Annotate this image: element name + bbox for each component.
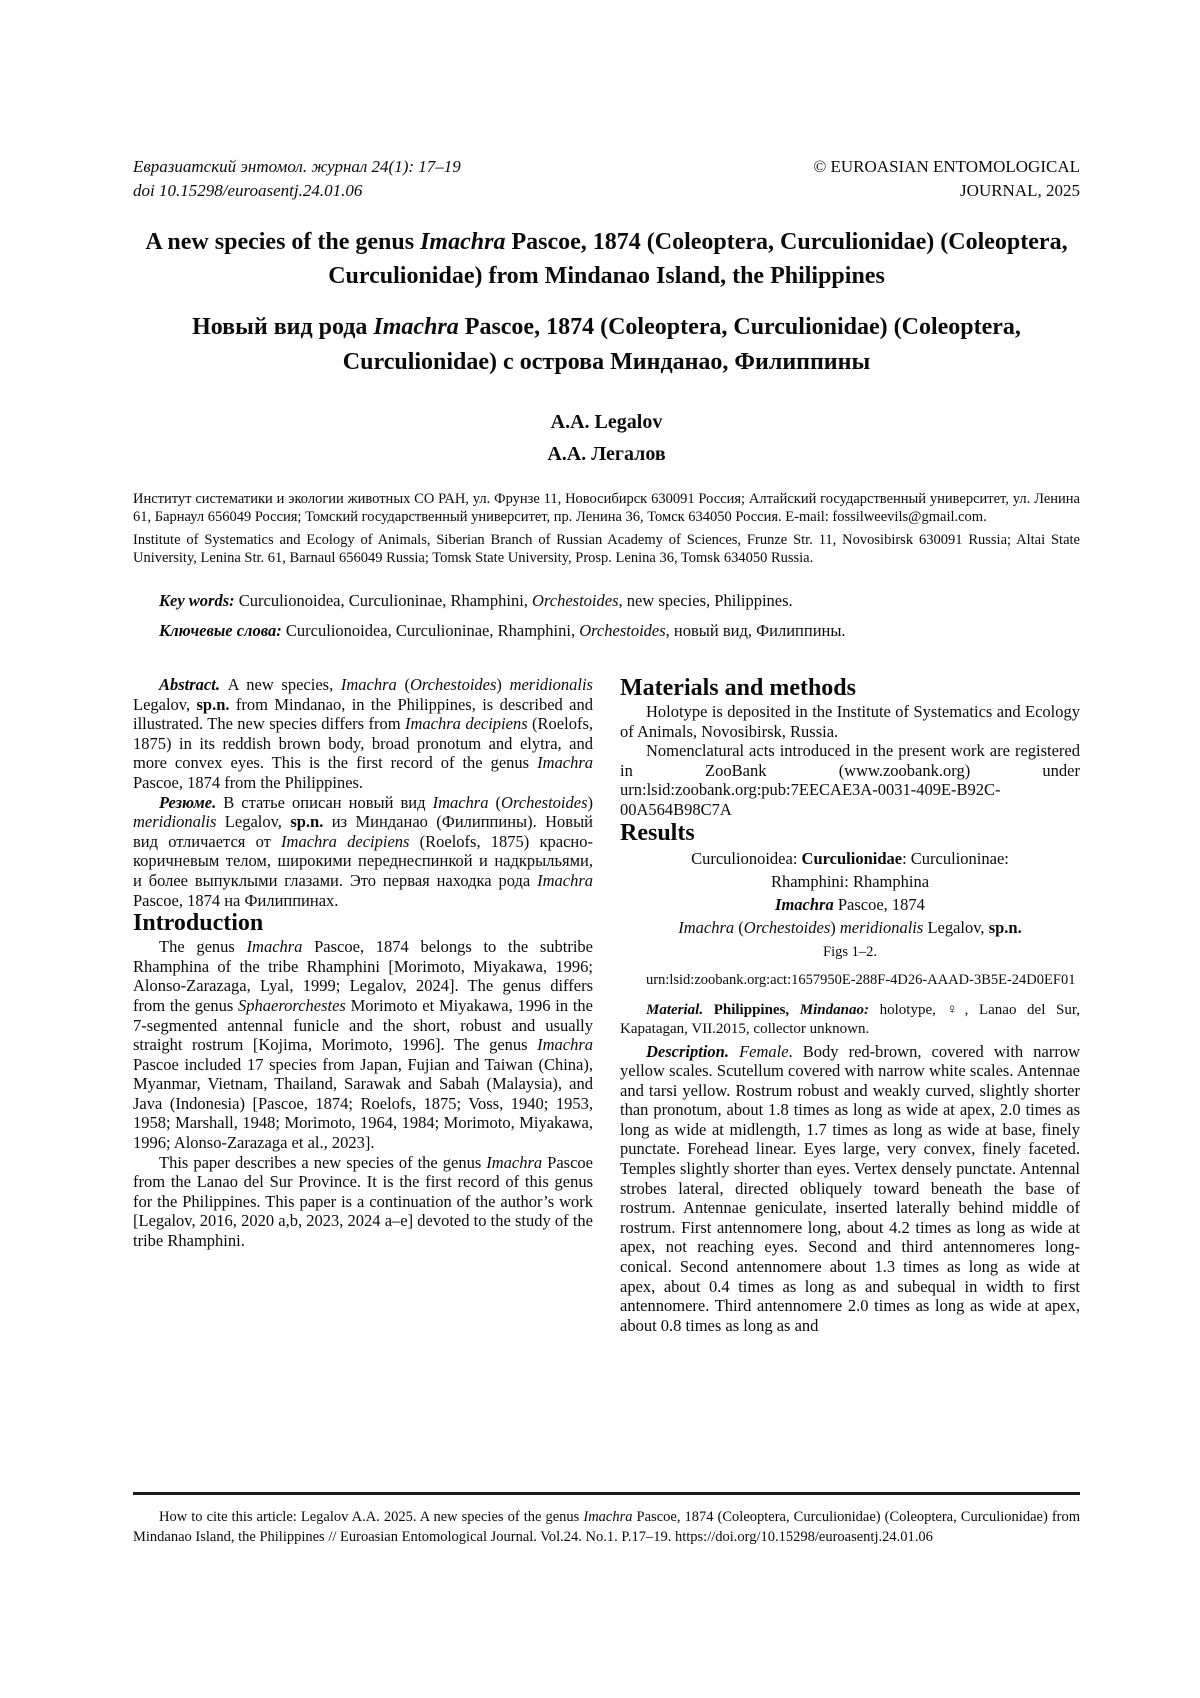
author-name-latin: A.A. Legalov [550, 410, 663, 433]
author-block [133, 406, 1080, 470]
materials-paragraph-1: Holotype is deposited in the Institute of Systematics and Ecology of Animals, Novosibirsk, Russia. [620, 702, 1080, 741]
resume-paragraph: Резюме. В статье описан новый вид Imachra (Orchestoides) meridionalis Legalov, sp.n. из Минданао (Филиппины). Новый вид отличается от Imachra decipiens (Roelofs, 1875) красно-коричневым телом, широкими переднеспинкой и надкрыльями, и более выпуклыми глазами. Это первая находка рода Imachra Pascoe, 1874 на Филиппинах. [133, 792, 593, 910]
material-paragraph: Material. Philippines, Mindanao: holotype, ♀, Lanao del Sur, Kapatagan, VII.2015, collector unknown. [620, 1001, 1080, 1037]
affiliation-ru: Институт систематики и экологии животных СО РАН, ул. Фрунзе 11, Новосибирск 630091 Россия; Алтайский государственный университет, ул. Ленина 61, Барнаул 656049 Россия; Томский государственный университет, пр. Ленина 36, Томск 634050 Россия. E-mail: fossilweevils@gmail.com. [133, 490, 1080, 526]
figs-reference: Figs 1–2. [823, 943, 877, 960]
zoobank-act-urn: urn:lsid:zoobank.org:act:1657950E-288F-4D26-AAAD-3B5E-24D0EF01 [646, 971, 1076, 988]
taxonomy-line-species: Imachra (Orchestoides) meridionalis Legalov, sp.n. [678, 917, 1022, 937]
taxonomy-line-superfamily: Curculionoidea: Curculionidae: Curculioninae: [691, 848, 1009, 868]
introduction-paragraph-2: This paper describes a new species of the genus Imachra Pascoe from the Lanao del Sur Province. It is the first record of this genus for the Philippines. This paper is a continuation of the author’s work [Legalov, 2016, 2020 a,b, 2023, 2024 a–e] devoted to the study of the tribe Rhamphini. [133, 1152, 593, 1251]
author-name-cyrillic: А.А. Легалов [547, 442, 666, 465]
left-column [133, 675, 593, 1335]
section-heading-introduction: Introduction [133, 910, 264, 937]
journal-reference [133, 155, 461, 203]
copyright-line1: © EUROASIAN ENTOMOLOGICAL [813, 157, 1080, 176]
journal-doi: doi 10.15298/euroasentj.24.01.06 [133, 180, 363, 200]
two-column-body [133, 675, 1080, 1335]
how-to-cite-note: How to cite this article: Legalov A.A. 2025. A new species of the genus Imachra Pascoe, 1874 (Coleoptera, Curculionidae) (Coleoptera, Curculionidae) from Mindanao Island, the Philippines // Euroasian Entomological Journal. Vol.24. No.1. P.17–19. https://doi.org/10.15298/euroasentj.24.01.06 [133, 1509, 1081, 1546]
right-column [620, 675, 1080, 1335]
keywords-en: Key words: Curculionoidea, Curculioninae, Rhamphini, Orchestoides, new species, Philippines. [159, 590, 793, 610]
introduction-paragraph-1: The genus Imachra Pascoe, 1874 belongs to the subtribe Rhamphina of the tribe Rhamphini [Morimoto, Miyakawa, 1996; Alonso-Zarazaga, Lyal, 1999; Legalov, 2024]. The genus differs from the genus Sphaerorchestes Morimoto et Miyakawa, 1996 in the 7-segmented antennal funicle and the short, robust and usually straight rostrum [Kojima, Morimoto, 1996]. The genus Imachra Pascoe included 17 species from Japan, Fujian and Taiwan (China), Myanmar, Vietnam, Thailand, Sarawak and Sabah (Malaysia), and Java (Indonesia) [Pascoe, 1874; Roelofs, 1875; Voss, 1940; 1953, 1958; Marshall, 1948; Morimoto, 1964, 1984; Morimoto, Miyakawa, 1996; Alonso-Zarazaga et al., 2023]. [133, 937, 593, 1153]
journal-reference-line1: Евразиатский энтомол. журнал 24(1): 17–19 [133, 157, 461, 176]
taxonomy-line-tribe: Rhamphini: Rhamphina [770, 871, 930, 891]
affiliation-en: Institute of Systematics and Ecology of Animals, Siberian Branch of Russian Academy of Sciences, Frunze Str. 11, Novosibirsk 630091 Russia; Altai State University, Lenina Str. 61, Barnaul 656049 Russia; Tomsk State University, Prosp. Lenina 36, Tomsk 634050 Russia. [133, 531, 1080, 567]
keywords-block [133, 586, 1080, 647]
copyright-line2: JOURNAL, 2025 [960, 180, 1080, 200]
page-footer [133, 1492, 1080, 1548]
taxonomy-line-genus: Imachra Pascoe, 1874 [775, 894, 925, 914]
page-header [133, 155, 1080, 203]
footer-divider [133, 1492, 1080, 1495]
abstract-paragraph: Abstract. A new species, Imachra (Orchestoides) meridionalis Legalov, sp.n. from Mindanao, in the Philippines, is described and illustrated. The new species differs from Imachra decipiens (Roelofs, 1875) in its reddish brown body, broad pronotum and elytra, and more convex eyes. This is the first record of the genus Imachra Pascoe, 1874 from the Philippines. [133, 675, 593, 792]
section-heading-results: Results [620, 819, 695, 846]
article-title-ru: Новый вид рода Imachra Pascoe, 1874 (Coleoptera, Curculionidae) (Coleoptera, Curculionidae) с острова Минданао, Филиппины [192, 314, 1021, 375]
description-paragraph: Description. Female. Body red-brown, covered with narrow yellow scales. Scutellum covered with narrow white scales. Antennae and tarsi yellow. Rostrum robust and weakly curved, slightly shorter than pronotum, about 1.8 times as long as wide at apex, 2.0 times as long as wide at midlength, 1.7 times as long as wide at base, finely punctate. Forehead linear. Eyes large, very convex, finely faceted. Temples slightly shorter than eyes. Vertex densely punctate. Antennal strobes lateral, directed obliquely toward beneath the base of rostrum. Antennae geniculate, inserted laterally behind middle of rostrum. First antennomere long, about 4.2 times as long as wide at apex, not reaching eyes. Second and third antennomeres long-conical. Second antennomere about 1.3 times as long as wide at apex, about 0.4 times as long as and subequal in width to first antennomere. Third antennomere 2.0 times as long as wide at apex, about 0.8 times as long as and [620, 1041, 1080, 1335]
keywords-ru: Ключевые слова: Curculionoidea, Curculioninae, Rhamphini, Orchestoides, новый вид, Филиппины. [159, 621, 846, 641]
section-heading-materials: Materials and methods [620, 675, 856, 701]
copyright-notice [813, 155, 1080, 203]
materials-paragraph-2: Nomenclatural acts introduced in the present work are registered in ZooBank (www.zoobank.org) under urn:lsid:zoobank.org:pub:7EECAE3A-0031-409E-B92C-00A564B98C7A [620, 741, 1080, 819]
article-title-en: A new species of the genus Imachra Pascoe, 1874 (Coleoptera, Curculionidae) (Coleoptera, Curculionidae) from Mindanao Island, the Philippines [145, 228, 1068, 290]
